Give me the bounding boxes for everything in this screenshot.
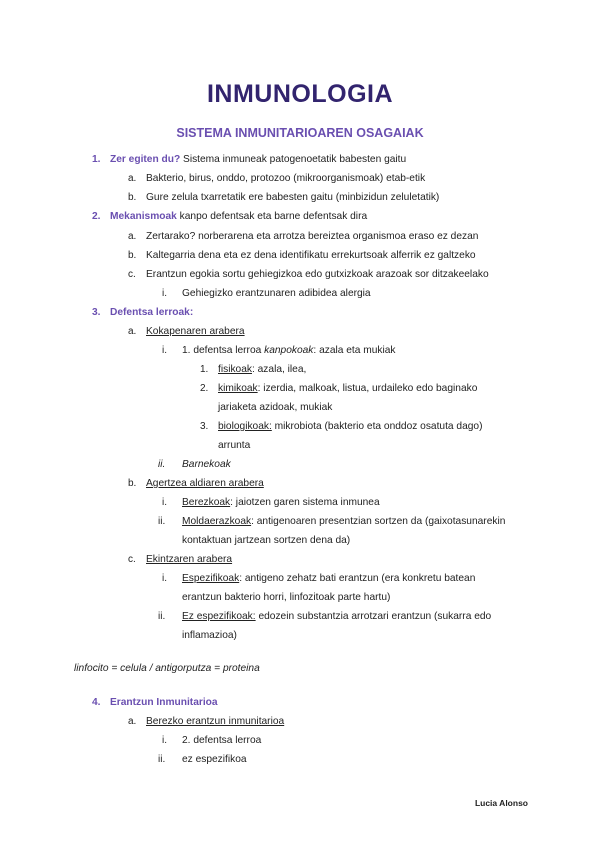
list-item: Bakterio, birus, onddo, protozoo (mikroorganismoak) etab-etik	[146, 173, 426, 184]
item-text: : azala, ilea,	[251, 364, 307, 375]
item-text: : jaiotzen garen sistema inmunea	[230, 497, 380, 508]
list-marker: i.	[162, 345, 167, 356]
list-marker: ii.	[158, 516, 166, 527]
list-item-continuation: kontaktuan jartzean sortzen dena da)	[182, 535, 351, 546]
list-marker: i.	[162, 573, 167, 584]
item-text: kanpo defentsak eta barne defentsak dira	[176, 211, 368, 222]
list-item: Kaltegarria dena eta ez dena identifikatu errekurtsoak alferrik ez galtzeko	[146, 250, 476, 261]
list-item-continuation: inflamazioa)	[182, 630, 237, 641]
item-text: mikrobiota (bakterio eta onddoz osatuta dago)	[271, 421, 483, 432]
list-item	[218, 363, 306, 377]
author-footer: Lucia Alonso	[474, 798, 528, 808]
list-number: 2.	[92, 211, 101, 222]
section-subtitle: SISTEMA INMUNITARIOAREN OSAGAIAK	[176, 126, 424, 140]
list-item-continuation: arrunta	[218, 440, 251, 451]
list-item: ez espezifikoa	[182, 754, 247, 765]
list-marker: b.	[128, 192, 137, 203]
list-marker: i.	[162, 497, 167, 508]
item-text: Sistema inmuneak patogenoetatik babesten gaitu	[180, 154, 407, 165]
item-term: Ez espezifikoak:	[182, 611, 256, 622]
list-item-continuation: erantzun bakterio horri, linfozitoak parte hartu)	[182, 592, 391, 603]
item-text: : antigeno zehatz bati erantzun (era konkretu batean	[239, 573, 476, 584]
list-number: 3.	[92, 307, 101, 318]
list-marker: c.	[128, 554, 136, 565]
list-item: Barnekoak	[182, 459, 231, 470]
item-term: kimikoak	[218, 383, 258, 394]
list-marker: c.	[128, 269, 136, 280]
list-marker: a.	[128, 326, 137, 337]
list-item: 2. defentsa lerroa	[182, 735, 262, 746]
list-item	[182, 496, 380, 510]
item-heading: Mekanismoak	[110, 211, 177, 222]
list-marker: a.	[128, 716, 137, 727]
list-marker: i.	[162, 735, 167, 746]
list-marker: ii.	[158, 459, 166, 470]
note-text: linfocito = celula / antigorputza = proteina	[74, 663, 260, 674]
list-marker: a.	[128, 173, 137, 184]
list-item: Gure zelula txarretatik ere babesten gaitu (minbizidun zeluletatik)	[146, 192, 440, 203]
item-text: edozein substantzia arrotzari erantzun (sukarra edo	[255, 611, 492, 622]
list-item: Zertarako? norberarena eta arrotza bereiztea organismoa eraso ez dezan	[146, 231, 479, 242]
list-number: 4.	[92, 697, 101, 708]
list-number: 1.	[92, 154, 101, 165]
item-text: : izerdia, malkoak, listua, urdaileko edo baginako	[257, 383, 478, 394]
list-marker: i.	[162, 288, 167, 299]
list-item: Erantzun egokia sortu gehiegizkoa edo gutxizkoak arazoak sor ditzakeelako	[146, 269, 489, 280]
list-item: Kokapenaren arabera	[146, 326, 245, 337]
list-marker: b.	[128, 478, 137, 489]
list-item: Ekintzaren arabera	[146, 554, 233, 565]
item-heading: Zer egiten du?	[110, 154, 181, 165]
list-item	[110, 210, 367, 224]
item-term: fisikoak	[218, 364, 252, 375]
item-heading: Erantzun Inmunitarioa	[110, 697, 218, 708]
list-marker: 3.	[200, 421, 209, 432]
list-item-continuation: jariaketa azidoak, mukiak	[218, 402, 333, 413]
document-title: INMUNOLOGIA	[206, 80, 394, 108]
list-item: Berezko erantzun inmunitarioa	[146, 716, 285, 727]
list-marker: 2.	[200, 383, 209, 394]
item-term: Berezkoak	[182, 497, 231, 508]
list-marker: a.	[128, 231, 137, 242]
list-marker: ii.	[158, 611, 166, 622]
item-term: Moldaerazkoak	[182, 516, 252, 527]
list-item	[182, 344, 396, 358]
list-item	[182, 515, 505, 529]
list-item: Agertzea aldiaren arabera	[146, 478, 264, 489]
item-heading: Defentsa lerroak:	[110, 307, 194, 318]
list-item	[110, 153, 406, 167]
list-item	[182, 610, 491, 624]
list-item: Gehiegizko erantzunaren adibidea alergia	[182, 288, 371, 299]
item-text: 1. defentsa lerroa	[182, 345, 265, 356]
list-marker: 1.	[200, 364, 209, 375]
list-item	[218, 420, 482, 434]
item-text: : azala eta mukiak	[313, 345, 396, 356]
list-marker: ii.	[158, 754, 166, 765]
list-marker: b.	[128, 250, 137, 261]
list-item	[218, 382, 477, 396]
item-term: Espezifikoak	[182, 573, 240, 584]
item-term: biologikoak:	[218, 421, 272, 432]
item-emphasis: kanpokoak	[264, 345, 314, 356]
list-item	[182, 572, 475, 586]
item-text: : antigenoaren presentzian sortzen da (gaixotasunarekin	[251, 516, 506, 527]
